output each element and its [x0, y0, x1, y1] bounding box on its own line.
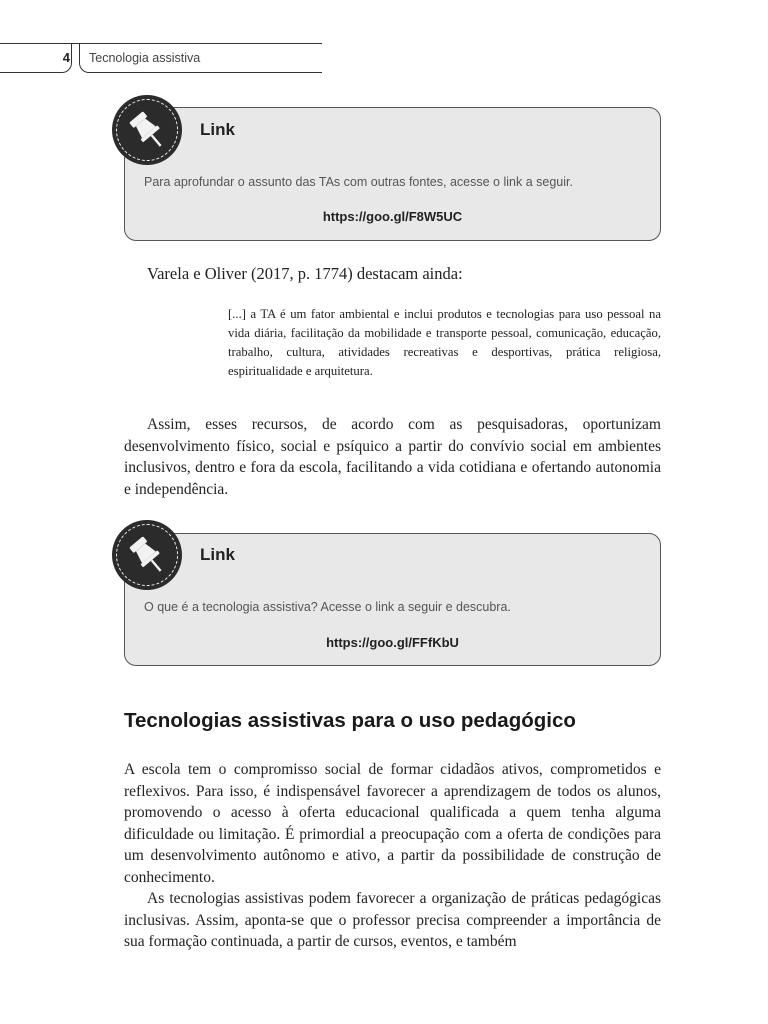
paragraph-text: As tecnologias assistivas podem favorecer a organização de práticas pedagógicas inclusivas. Assim, aponta-se que o professor precisa compreender a importância de sua formação continuada, a partir de cursos, eventos, e também: [124, 890, 661, 951]
link-url[interactable]: https://goo.gl/FFfKbU: [326, 635, 459, 650]
link-box-title: Link: [200, 545, 235, 564]
paragraph-text: A escola tem o compromisso social de formar cidadãos ativos, comprometidos e reflexivos. Para isso, é indispensável favorecer a aprendizagem de todos os alunos, promovendo o acesso à oferta educacional qualificada a quem tenha alguma dificuldade ou limitação. É primordial a preocupação com a oferta de condições para um desenvolvimento autônomo e ativo, a partir da possibilidade de construção de conhecimento.: [124, 761, 661, 886]
paragraph: [124, 888, 661, 953]
running-title: Tecnologia assistiva: [89, 51, 201, 65]
link-box-text: Para aprofundar o assunto das TAs com outras fontes, acesse o link a seguir.: [144, 175, 573, 189]
block-quote: [...] a TA é um fator ambiental e inclui produtos e tecnologias para uso pessoal na vida diária, facilitação da mobilidade e transporte pessoal, comunicação, educação, trabalho, cultura, atividades recreativas e desportivas, prática religiosa, espiritualidade e arquitetura.: [228, 307, 661, 378]
paragraph: [124, 759, 661, 889]
intro-text: Varela e Oliver (2017, p. 1774) destacam ainda:: [147, 264, 463, 283]
paragraph: [124, 414, 661, 500]
paragraph-text: Assim, esses recursos, de acordo com as pesquisadoras, oportunizam desenvolvimento físico, social e psíquico a partir do convívio social em ambientes inclusivos, dentro e fora da escola, facilitando a vida cotidiana e ofertando autonomia e independência.: [124, 416, 661, 498]
link-box-text: O que é a tecnologia assistiva? Acesse o link a seguir e descubra.: [144, 600, 511, 614]
link-url[interactable]: https://goo.gl/F8W5UC: [322, 209, 463, 224]
page-number: 4: [62, 50, 70, 65]
pin-icon: [112, 520, 182, 590]
pin-icon: [112, 95, 182, 165]
section-title: Tecnologias assistivas para o uso pedagógico: [124, 709, 576, 732]
link-box-title: Link: [200, 120, 235, 139]
